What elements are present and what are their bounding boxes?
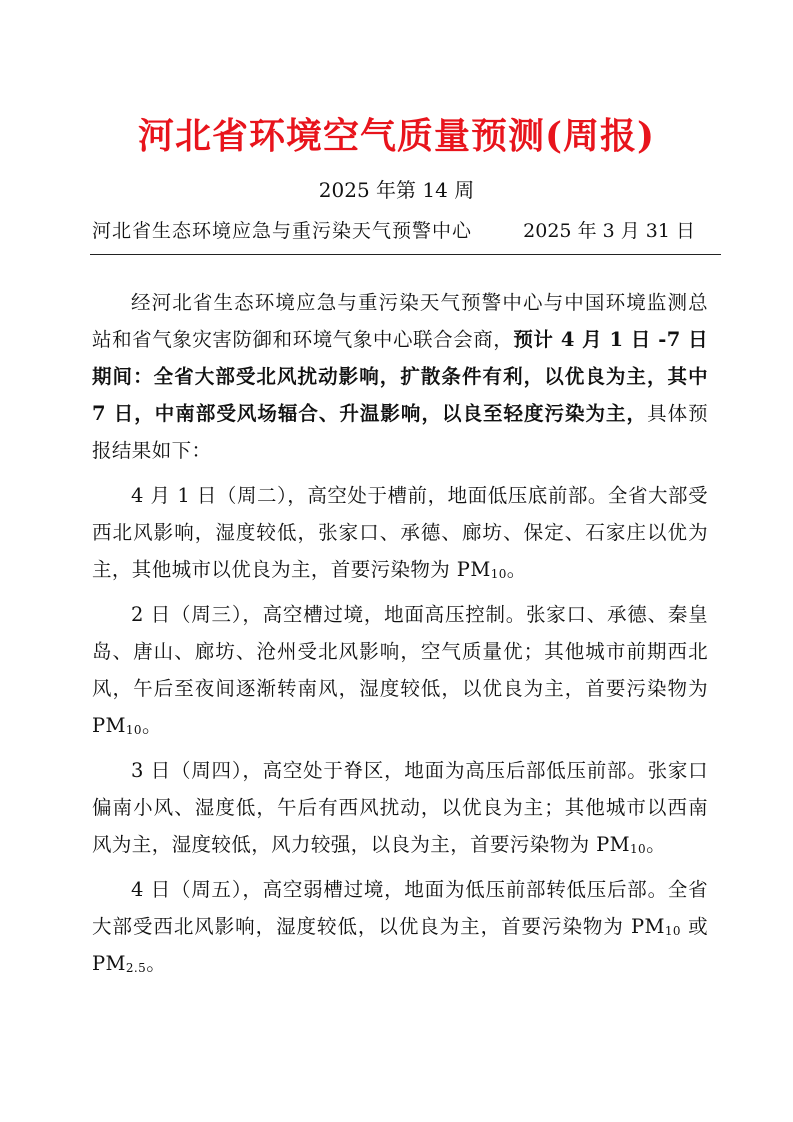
pollutant-alternative: 或 PM [92, 915, 709, 975]
intro-forecast-summary: 预计 4 月 1 日 -7 日期间：全省大部受北风扰动影响，扩散条件有利，以优良为主，其中 7 日，中南部受风场辐合、升温影响，以良至轻度污染为主， [92, 328, 709, 425]
forecast-text: 2 日（周三），高空槽过境，地面高压控制。张家口、承德、秦皇岛、唐山、廊坊、沧州受北风影响，空气质量优；其他城市前期西北风，午后至夜间逐渐转南风，湿度较低，以优良为主，首要污染物为 PM [92, 603, 708, 737]
pollutant-subscript-alt: 2.5 [125, 961, 147, 975]
forecast-day-1 [92, 477, 708, 588]
pollutant-subscript: 10 [490, 567, 507, 581]
intro-lead: 经河北省生态环境应急与重污染天气预警中心与中国环境监测总站和省气象灾害防御和环境气象中心联合会商， [92, 291, 708, 351]
issue-number: 2025 年第 14 周 [318, 178, 475, 202]
intro-paragraph [92, 284, 708, 469]
report-title: 河北省环境空气质量预测(周报) [137, 115, 656, 157]
report-body [92, 284, 708, 990]
sentence-end: 。 [141, 714, 162, 737]
forecast-day-2 [92, 596, 708, 744]
issuing-organization: 河北省生态环境应急与重污染天气预警中心 [92, 220, 473, 242]
sentence-end: 。 [506, 558, 527, 581]
issuer-row [92, 216, 701, 246]
pollutant-subscript: 10 [664, 924, 681, 938]
sentence-end: 。 [646, 833, 666, 856]
forecast-text: 4 月 1 日（周二），高空处于槽前，地面低压底前部。全省大部受西北风影响，湿度较低，张家口、承德、廊坊、保定、石家庄以优为主，其他城市以优良为主，首要污染物为 PM [92, 484, 708, 581]
pollutant-subscript: 10 [630, 842, 647, 856]
forecast-text: 3 日（周四），高空处于脊区，地面为高压后部低压前部。张家口偏南小风、湿度低，午后有西风扰动，以优良为主；其他城市以西南风为主，湿度较低，风力较强，以良为主，首要污染物为 PM [92, 759, 708, 856]
pollutant-subscript: 10 [125, 723, 142, 737]
issue-date: 2025 年 3 月 31 日 [523, 220, 695, 242]
sentence-end: 。 [146, 952, 167, 975]
forecast-text: 4 日（周五），高空弱槽过境，地面为低压前部转低压后部。全省大部受西北风影响，湿度较低，以优良为主，首要污染物为 PM [92, 878, 708, 938]
intro-tail: 具体预报结果如下： [92, 402, 709, 462]
forecast-day-4 [92, 871, 708, 982]
header-divider [90, 254, 721, 255]
forecast-day-3 [92, 752, 708, 863]
